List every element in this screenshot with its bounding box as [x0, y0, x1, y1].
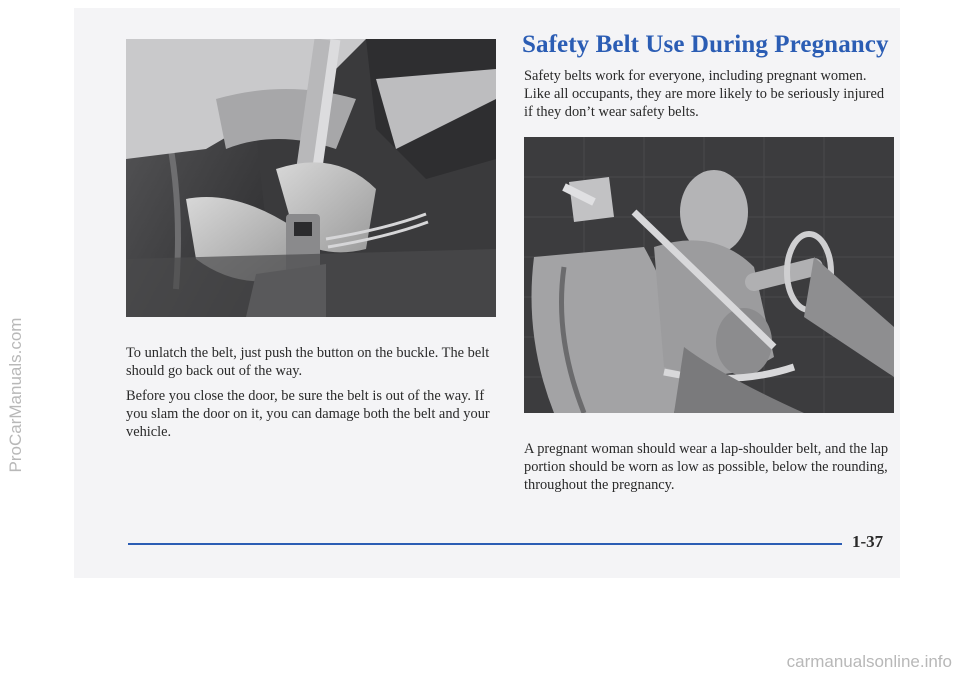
pregnant-belt-photo [524, 137, 894, 413]
side-watermark [6, 317, 26, 473]
buckle-unlatch-photo [126, 39, 496, 317]
pregnant-belt-illustration [524, 137, 894, 413]
footer-rule [128, 543, 842, 545]
paragraph-intro: Safety belts work for everyone, including pregnant women. Like all occupants, they are more likely to be seriously injured if they don’t wear safety belts. [524, 68, 885, 120]
paragraph-unlatch: To unlatch the belt, just push the button on the buckle. The belt should go back out of the way. [126, 345, 490, 379]
footer-watermark: carmanualsonline.info [786, 652, 952, 671]
side-watermark-text: ProCarManuals.com [6, 317, 25, 473]
paragraph-before-closing-door: Before you close the door, be sure the belt is out of the way. If you slam the door on it, you can damage both the belt and your vehicle. [126, 388, 490, 440]
buckle-unlatch-illustration [126, 39, 496, 317]
page-number: 1-37 [852, 532, 884, 551]
paragraph-pregnant-woman: A pregnant woman should wear a lap-shoulder belt, and the lap portion should be worn as low as possible, below the rounding, throughout the pregnancy. [524, 441, 889, 493]
section-heading: Safety Belt Use During Pregnancy [522, 31, 889, 58]
